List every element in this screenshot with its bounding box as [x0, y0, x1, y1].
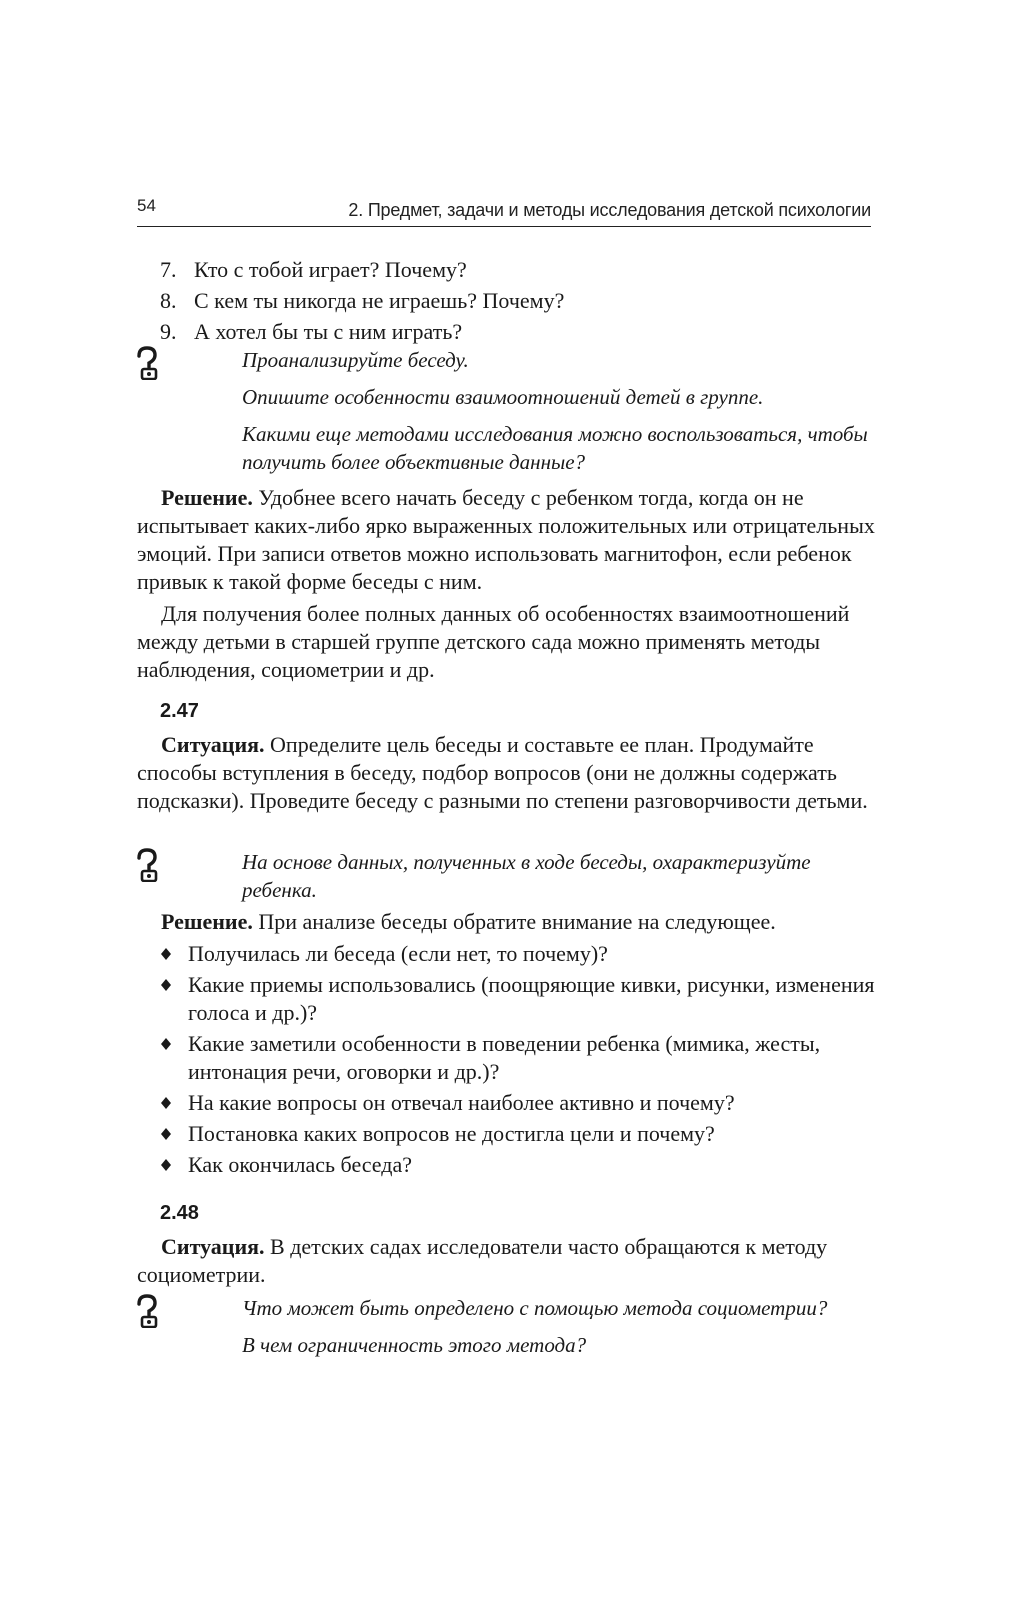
list-item: 8. С кем ты никогда не играешь? Почему?: [160, 288, 565, 313]
question-text: Что может быть определено с помощью метода социометрии?: [242, 1296, 828, 1320]
diamond-bullet-icon: [160, 1097, 172, 1109]
question-text: В чем ограниченность этого метода?: [242, 1333, 587, 1357]
bullet-list: [160, 940, 885, 1182]
list-item: Получилась ли беседа (если нет, то почему)?: [160, 940, 885, 968]
list-item: Как окончилась беседа?: [160, 1151, 885, 1179]
question-mark-icon: [133, 346, 161, 380]
page-number: 54: [137, 196, 156, 215]
solution-paragraph: Решение. Удобнее всего начать беседу с ребенком тогда, когда он не испытывает каких-либо ярко выраженных положительных или отрицательных эмоций. При записи ответов можно использовать магнитофон, если ребенок привык к такой форме беседы с ним.: [137, 485, 875, 594]
diamond-bullet-icon: [160, 1128, 172, 1140]
page-header: [137, 194, 871, 227]
diamond-bullet-icon: [160, 1038, 172, 1050]
list-item: Какие заметили особенности в поведении ребенка (мимика, жесты, интонация речи, оговорки и др.)?: [160, 1030, 885, 1086]
solution-label: Решение.: [161, 485, 253, 510]
question-list: [160, 254, 564, 347]
diamond-bullet-icon: [160, 1159, 172, 1171]
list-item: 9. А хотел бы ты с ним играть?: [160, 319, 463, 344]
solution-label: Решение.: [161, 909, 253, 934]
diamond-bullet-icon: [160, 948, 172, 960]
question-text: Опишите особенности взаимоотношений детей в группе.: [242, 385, 764, 409]
body-paragraph: Для получения более полных данных об особенностях взаимоотношений между детьми в старшей группе детского сада можно применять методы наблюдения, социометрии и др.: [137, 601, 850, 682]
situation-paragraph: Ситуация. В детских садах исследователи часто обращаются к методу социометрии.: [137, 1234, 828, 1287]
situation-section: [137, 731, 885, 815]
running-title: 2. Предмет, задачи и методы исследования детской психологии: [348, 200, 871, 220]
situation-section: [137, 1233, 885, 1289]
situation-paragraph: Ситуация. Определите цель беседы и составьте ее план. Продумайте способы вступления в беседу, подбор вопросов (они не должны содержать подсказки). Проведите беседу с разными по степени разговорчивости детьми.: [137, 732, 868, 813]
question-text: На основе данных, полученных в ходе беседы, охарактеризуйте ребенка.: [242, 850, 811, 902]
question-text: Какими еще методами исследования можно воспользоваться, чтобы получить более объективные данные?: [242, 422, 868, 474]
solution-paragraph: Решение. При анализе беседы обратите внимание на следующее.: [161, 909, 776, 934]
list-item: Какие приемы использовались (поощряющие кивки, рисунки, изменения голоса и др.)?: [160, 971, 885, 1027]
question-mark-icon: [133, 848, 161, 882]
task-number: 2.48: [160, 1202, 199, 1224]
question-mark-icon: [133, 1294, 161, 1328]
solution-section: [137, 908, 885, 936]
question-text: Проанализируйте беседу.: [242, 348, 469, 372]
list-item: 7. Кто с тобой играет? Почему?: [160, 257, 467, 282]
situation-label: Ситуация.: [161, 732, 265, 757]
list-item: На какие вопросы он отвечал наиболее активно и почему?: [160, 1089, 885, 1117]
task-number: 2.47: [160, 700, 199, 722]
solution-section: [137, 484, 885, 684]
diamond-bullet-icon: [160, 979, 172, 991]
situation-label: Ситуация.: [161, 1234, 265, 1259]
list-item: Постановка каких вопросов не достигла цели и почему?: [160, 1120, 885, 1148]
